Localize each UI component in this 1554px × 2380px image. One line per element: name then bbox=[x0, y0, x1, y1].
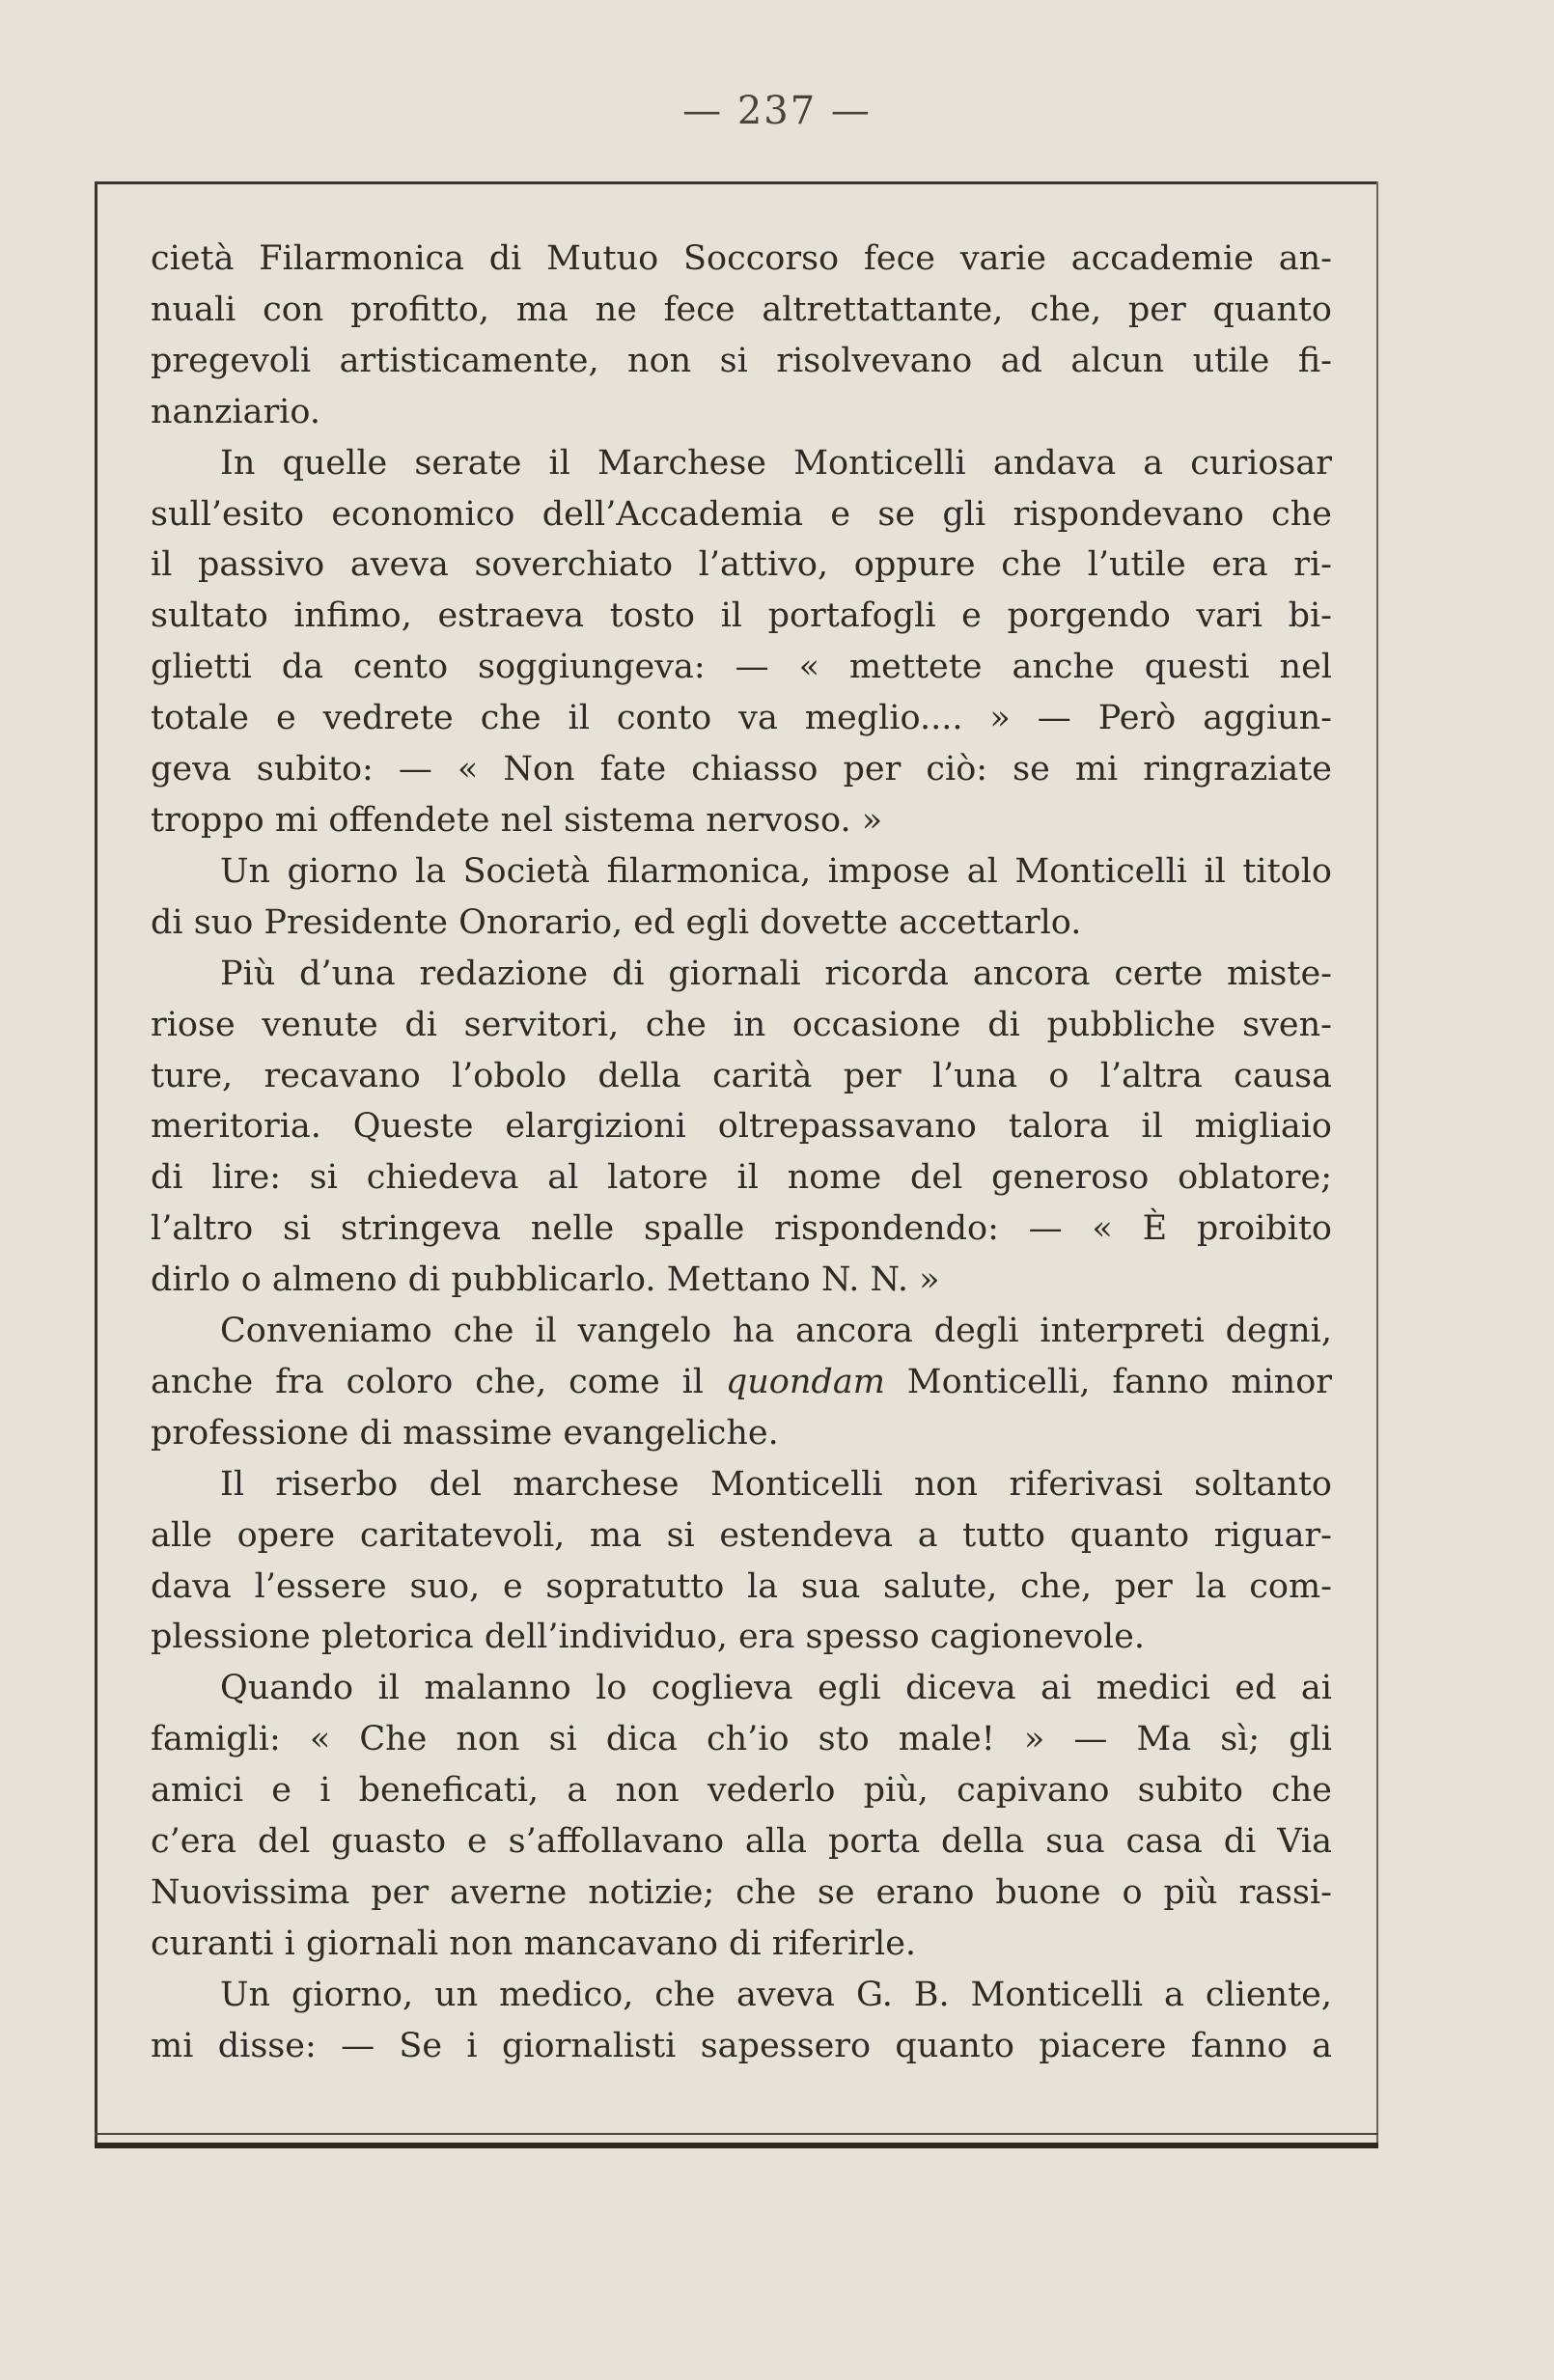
text-line: Quando il malanno lo coglieva egli diceva ai medici ed ai bbox=[220, 1669, 1332, 1708]
text-line: glietti da cento soggiungeva: — « mettete anche questi nel bbox=[151, 648, 1332, 687]
text-line: alle opere caritatevoli, ma si estendeva a tutto quanto riguar- bbox=[151, 1515, 1332, 1555]
text-line: pregevoli artisticamente, non si risolvevano ad alcun utile fi- bbox=[151, 341, 1332, 380]
text-line: In quelle serate il Marchese Monticelli andava a curiosar bbox=[220, 443, 1332, 483]
text-line: plessione pletorica dell’individuo, era spesso cagionevole. bbox=[151, 1618, 1145, 1657]
text-line: dirlo o almeno di pubblicarlo. Mettano N. N. » bbox=[151, 1260, 940, 1300]
text-line: mi disse: — Se i giornalisti sapessero quanto piacere fanno a bbox=[151, 2026, 1332, 2065]
text-line: di lire: si chiedeva al latore il nome del generoso oblatore; bbox=[151, 1158, 1332, 1198]
frame-bottom-thick-rule bbox=[95, 2143, 1378, 2148]
text-line: dava l’essere suo, e sopratutto la sua salute, che, per la com- bbox=[151, 1566, 1332, 1606]
text-line: Conveniamo che il vangelo ha ancora degli interpreti degni, bbox=[220, 1312, 1332, 1351]
italic-word: quondam bbox=[725, 1362, 885, 1401]
text-line: curanti i giornali non mancavano di riferirle. bbox=[151, 1923, 917, 1963]
frame-top-rule bbox=[95, 181, 1378, 184]
text-line: Un giorno la Società filarmonica, impose al Monticelli il titolo bbox=[220, 851, 1332, 891]
text-line: ture, recavano l’obolo della carità per l’una o l’altra causa bbox=[151, 1056, 1332, 1095]
frame-left-rule bbox=[95, 181, 97, 2148]
text-line: riose venute di servitori, che in occasione di pubbliche sven- bbox=[151, 1005, 1332, 1044]
text-line: Nuovissima per averne notizie; che se erano buone o più rassi- bbox=[151, 1873, 1332, 1912]
frame-bottom-thin-rule bbox=[95, 2133, 1378, 2135]
body-text bbox=[151, 234, 1332, 2072]
text-segment: anche fra coloro che, come il bbox=[151, 1362, 726, 1401]
text-line: il passivo aveva soverchiato l’attivo, oppure che l’utile era ri- bbox=[151, 545, 1332, 585]
text-line: amici e i beneficati, a non vederlo più, capivano subito che bbox=[151, 1771, 1332, 1811]
text-line: Più d’una redazione di giornali ricorda ancora certe miste- bbox=[220, 954, 1332, 993]
text-line bbox=[151, 1357, 1332, 1408]
text-line: Un giorno, un medico, che aveva G. B. Monticelli a cliente, bbox=[220, 1975, 1332, 2014]
text-line: Il riserbo del marchese Monticelli non riferivasi soltanto bbox=[220, 1464, 1332, 1504]
text-line: troppo mi offendete nel sistema nervoso. » bbox=[151, 800, 883, 840]
text-segment: Monticelli, fanno minor bbox=[884, 1362, 1332, 1401]
text-line: sull’esito economico dell’Accademia e se gli rispondevano che bbox=[151, 494, 1332, 534]
text-line: di suo Presidente Onorario, ed egli dovette accettarlo. bbox=[151, 902, 1082, 942]
text-line: totale e vedrete che il conto va meglio.... » — Però aggiun- bbox=[151, 699, 1332, 738]
text-line: c’era del guasto e s’affollavano alla porta della sua casa di Via bbox=[151, 1822, 1332, 1862]
text-line: sultato infimo, estraeva tosto il portafogli e porgendo vari bi- bbox=[151, 596, 1332, 636]
text-line: meritoria. Queste elargizioni oltrepassavano talora il migliaio bbox=[151, 1107, 1332, 1147]
frame-right-rule bbox=[1376, 181, 1378, 2148]
text-line: cietà Filarmonica di Mutuo Soccorso fece varie accademie an- bbox=[151, 239, 1332, 278]
text-line: famigli: « Che non si dica ch’io sto male! » — Ma sì; gli bbox=[151, 1720, 1332, 1759]
text-line: l’altro si stringeva nelle spalle rispondendo: — « È proibito bbox=[151, 1209, 1332, 1249]
text-line: geva subito: — « Non fate chiasso per ciò: se mi ringraziate bbox=[151, 750, 1332, 789]
page-number: — 237 — bbox=[682, 89, 872, 133]
text-line: nuali con profitto, ma ne fece altrettattante, che, per quanto bbox=[151, 290, 1332, 329]
text-line: professione di massime evangeliche. bbox=[151, 1413, 779, 1453]
text-line: nanziario. bbox=[151, 392, 320, 431]
